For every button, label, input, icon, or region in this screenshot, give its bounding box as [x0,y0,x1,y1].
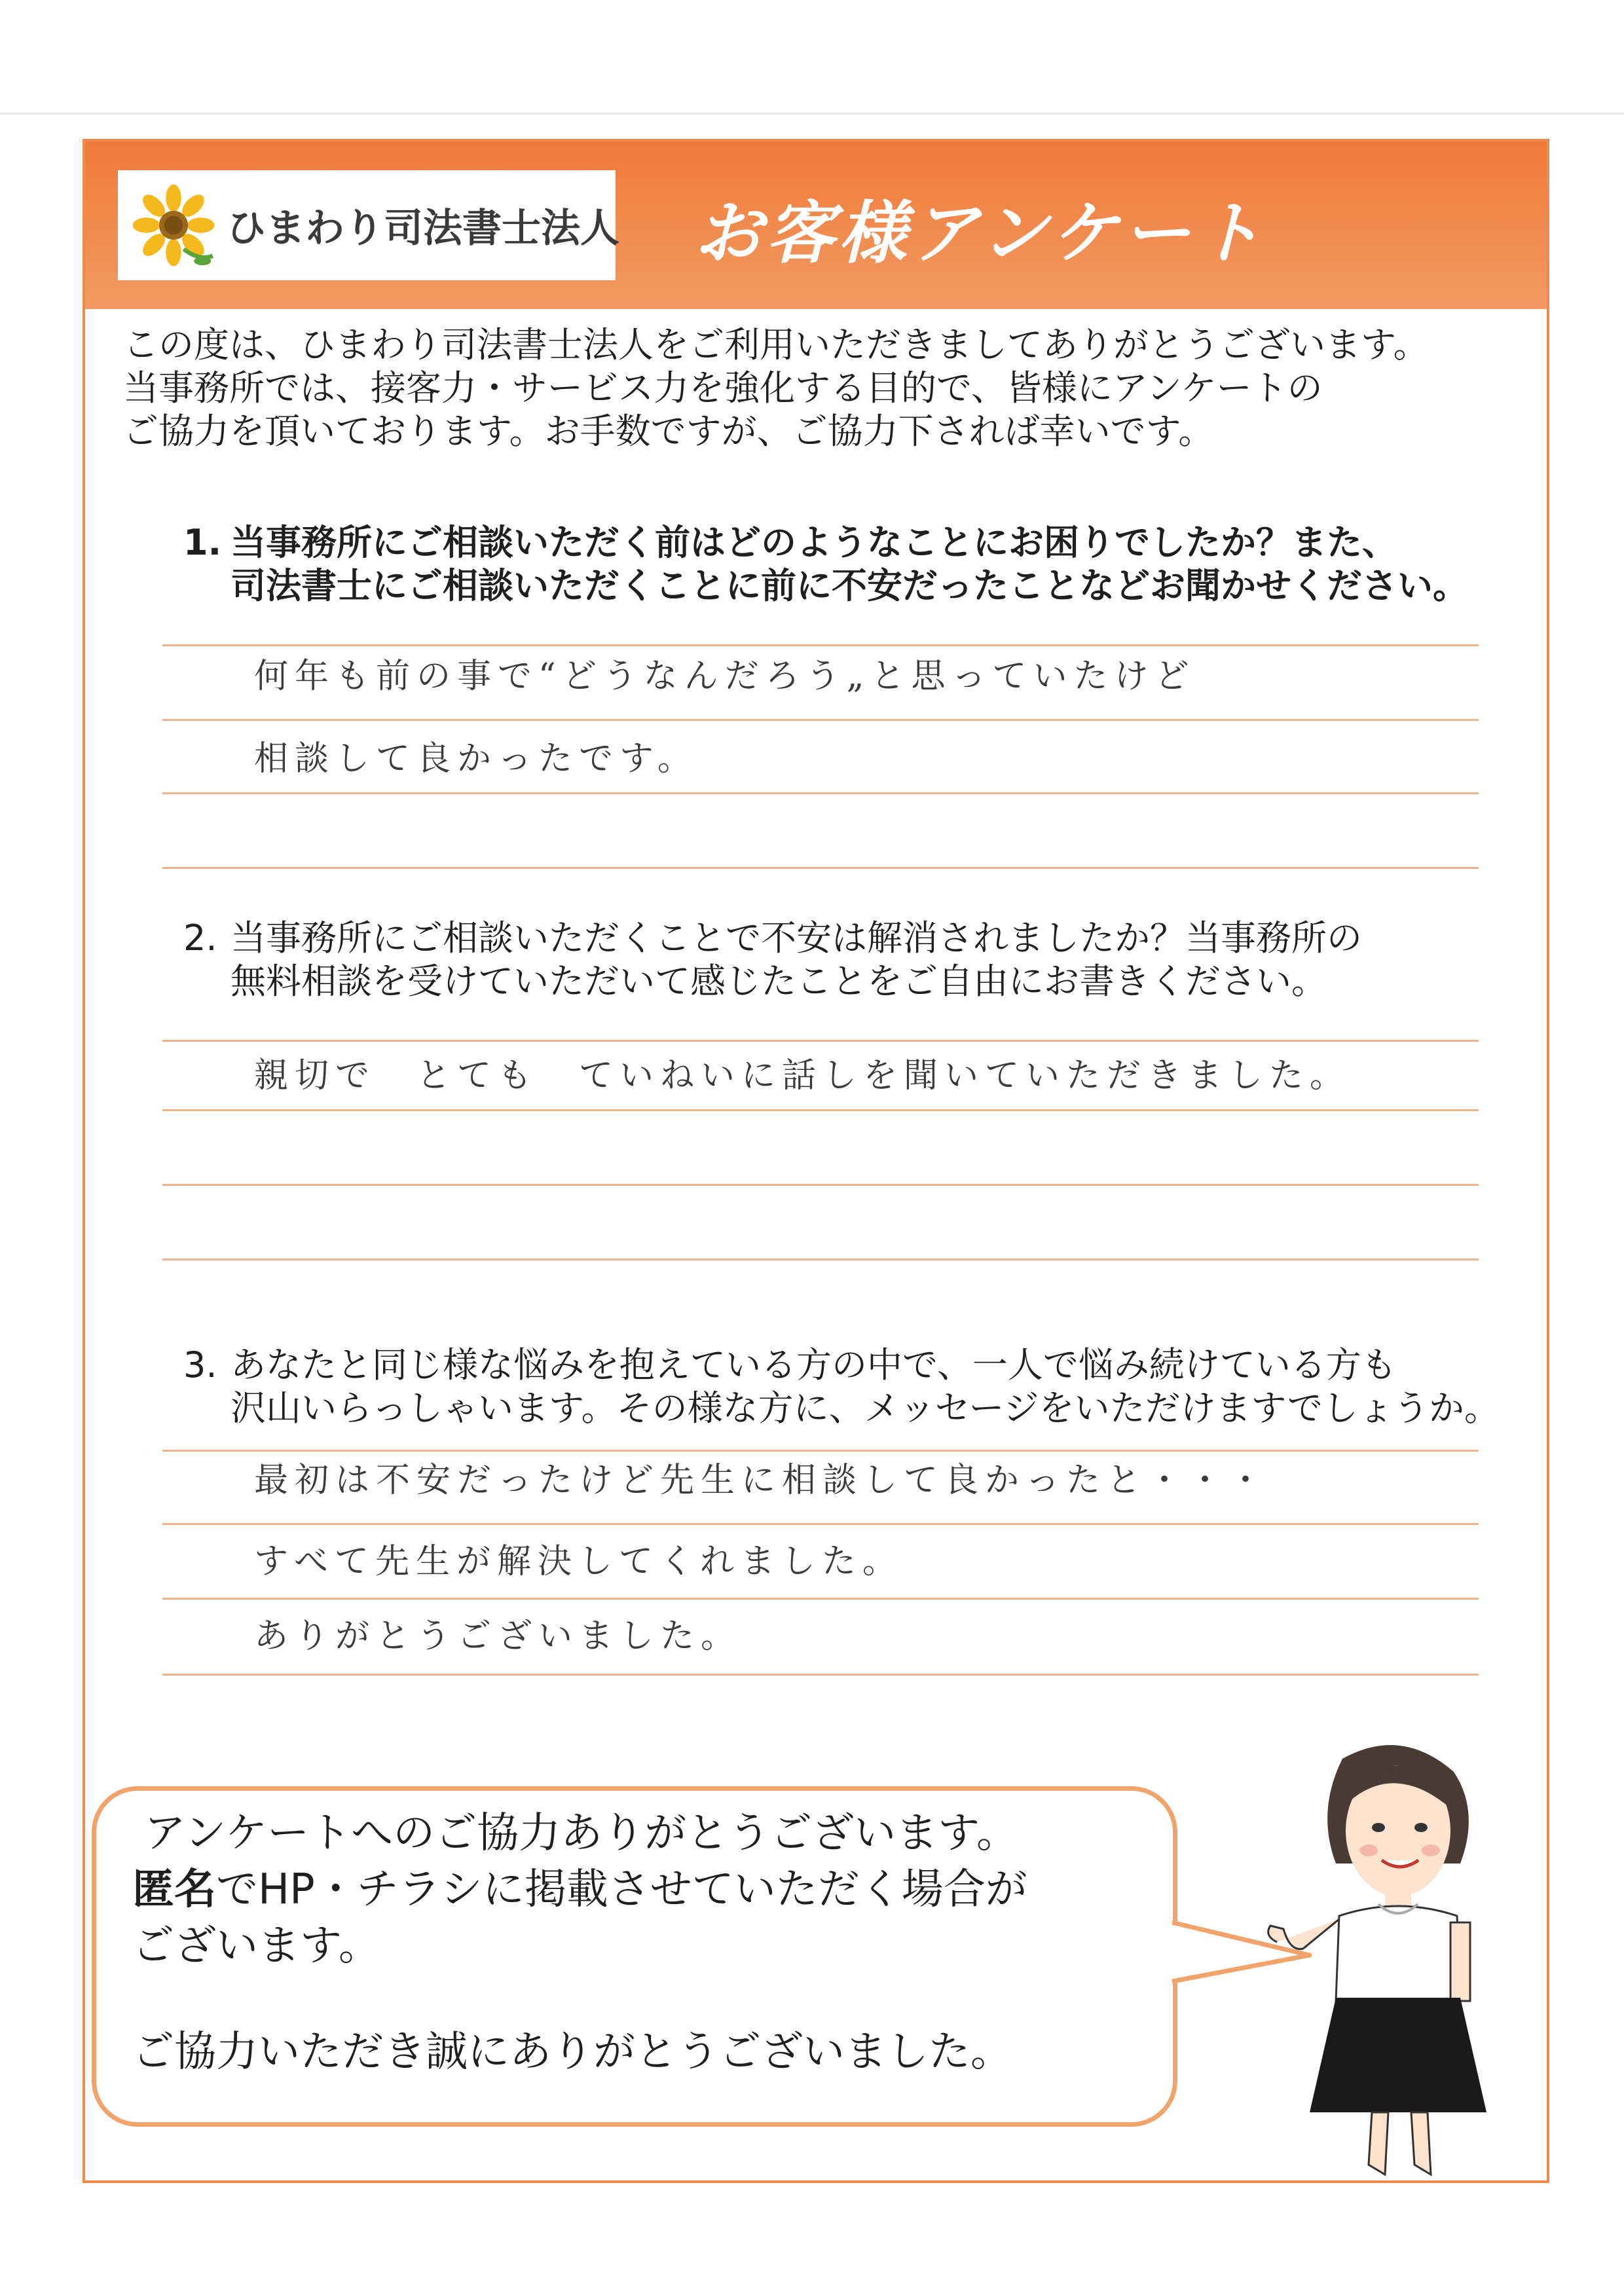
answer-rule [162,1258,1479,1260]
sunflower-logo-icon [131,183,216,268]
intro-line: ご協力を頂いております。お手数ですが、ご協力下されば幸いです。 [123,411,1214,452]
question-3 [183,1344,1526,1430]
intro-line: この度は、ひまわり司法書士法人をご利用いただきましてありがとうございます。 [123,324,1429,365]
answer-rule [162,867,1479,869]
question-text [183,1344,1526,1387]
header-banner [85,141,1547,309]
question-number: 3. [183,1344,217,1386]
thanks-line: ございます。 [132,1922,380,1970]
question-2 [183,917,1526,1003]
question-line: 司法書士にご相談いただくことに前に不安だったことなどお聞かせください。 [231,565,1468,606]
answer-rule [162,1040,1479,1042]
question-line: 沢山いらっしゃいます。その様な方に、メッセージをいただけますでしょうか。 [231,1387,1500,1429]
top-divider [0,113,1624,115]
handwritten-answer: 何年も前の事で“どうなんだろう„と思っていたけど [254,657,1196,696]
thanks-line [132,1864,1027,1916]
page-title: お客様アンケート [694,193,1266,273]
anonymous-emphasis: 匿名 [132,1865,216,1914]
logo-text: ひまわり司法書士法人 [227,206,619,251]
question-1 [183,521,1526,608]
answer-rule [162,1109,1479,1111]
question-text [183,1387,1526,1430]
answer-rule [162,719,1479,721]
answer-rule [162,1674,1479,1676]
thanks-text: でHP・チラシに掲載させていただく場合が [216,1865,1027,1914]
question-line: 当事務所にご相談いただく前はどのようなことにお困りでしたか？また、 [231,522,1397,563]
company-logo [118,170,619,280]
thanks-line: ご協力いただき誠にありがとうございました。 [132,2028,1012,2076]
answer-rule [162,792,1479,794]
handwritten-answer: ありがとうございました。 [254,1617,742,1656]
question-number: 2. [183,917,217,959]
handwritten-answer: 相談して良かったです。 [254,739,698,779]
answer-rule [162,644,1479,646]
intro-line: 当事務所では、接客力・サービス力を強化する目的で、皆様にアンケートの [123,367,1323,409]
thanks-line: アンケートへのご協力ありがとうございます。 [144,1809,1019,1858]
answer-rule [162,1450,1479,1452]
question-text [183,564,1526,608]
question-line: 無料相談を受けていただいて感じたことをご自由にお書きください。 [231,961,1327,1002]
answer-rule [162,1184,1479,1186]
question-text [183,521,1526,564]
question-text [183,960,1526,1003]
answer-rule [162,1523,1479,1525]
handwritten-answer: すべて先生が解決してくれました。 [254,1542,903,1581]
survey-sheet [83,139,1549,2183]
question-line: 当事務所にご相談いただくことで不安は解消されましたか？当事務所の [231,917,1362,959]
staff-illustration-icon [1264,1733,1539,2184]
handwritten-answer: 最初は不安だったけど先生に相談して良かったと・・・ [254,1461,1270,1500]
answer-rule [162,1598,1479,1600]
handwritten-answer: 親切で とても ていねいに話しを聞いていただきました。 [254,1056,1351,1095]
question-number: 1. [183,522,222,563]
intro-text [123,323,1518,453]
question-text [183,917,1526,960]
question-line: あなたと同じ様な悩みを抱えている方の中で、一人で悩み続けている方も [231,1344,1397,1386]
